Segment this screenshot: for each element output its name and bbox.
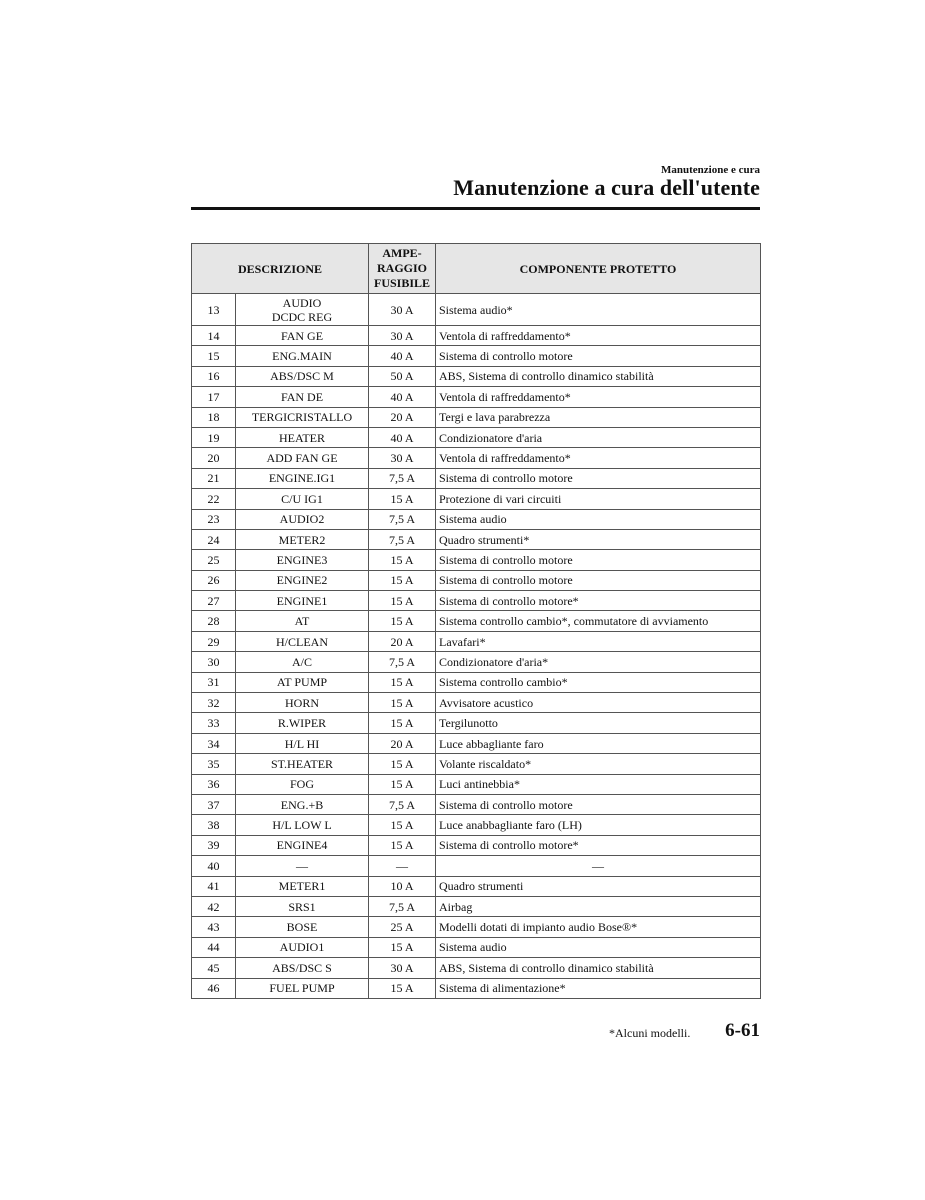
fuse-description [236, 366, 369, 386]
fuse-table-body [192, 294, 761, 999]
fuse-description-line: AT [294, 614, 310, 629]
fuse-amperage: 7,5 A [369, 468, 436, 488]
fuse-component: Protezione di vari circuiti [436, 489, 761, 509]
fuse-component: Sistema audio* [436, 294, 761, 326]
fuse-description-line: H/L LOW L [272, 818, 332, 833]
fuse-number: 16 [192, 366, 236, 386]
fuse-description [236, 611, 369, 631]
table-row [192, 774, 761, 794]
fuse-amperage: 30 A [369, 448, 436, 468]
fuse-number: 26 [192, 570, 236, 590]
fuse-number: 45 [192, 958, 236, 978]
fuse-description-line: SRS1 [288, 899, 316, 914]
fuse-component: ABS, Sistema di controllo dinamico stabilità [436, 366, 761, 386]
fuse-amperage: 40 A [369, 387, 436, 407]
fuse-number: 34 [192, 733, 236, 753]
table-row [192, 835, 761, 855]
fuse-amperage: 15 A [369, 550, 436, 570]
fuse-number: 42 [192, 896, 236, 916]
fuse-component: Luci antinebbia* [436, 774, 761, 794]
header-component: COMPONENTE PROTETTO [436, 244, 761, 294]
footnote: *Alcuni modelli. [609, 1026, 691, 1040]
fuse-number: 39 [192, 835, 236, 855]
fuse-number: 14 [192, 326, 236, 346]
table-row [192, 407, 761, 427]
header-amperage-line: RAGGIO [376, 261, 427, 275]
fuse-description [236, 733, 369, 753]
fuse-number: 41 [192, 876, 236, 896]
fuse-number: 31 [192, 672, 236, 692]
fuse-number: 19 [192, 427, 236, 447]
table-row [192, 652, 761, 672]
fuse-amperage: 7,5 A [369, 509, 436, 529]
fuse-amperage: 15 A [369, 693, 436, 713]
fuse-amperage: 30 A [369, 958, 436, 978]
fuse-description-line: R.WIPER [277, 716, 327, 731]
fuse-amperage: 15 A [369, 815, 436, 835]
fuse-amperage: 15 A [369, 835, 436, 855]
fuse-amperage: 30 A [369, 294, 436, 326]
table-row [192, 672, 761, 692]
fuse-description [236, 754, 369, 774]
fuse-description [236, 550, 369, 570]
fuse-component: Ventola di raffreddamento* [436, 448, 761, 468]
fuse-component: Luce abbagliante faro [436, 733, 761, 753]
fuse-description [236, 835, 369, 855]
fuse-description-line: DCDC REG [271, 309, 333, 324]
fuse-component: Sistema audio [436, 937, 761, 957]
fuse-component: Volante riscaldato* [436, 754, 761, 774]
table-row [192, 896, 761, 916]
fuse-number: 44 [192, 937, 236, 957]
fuse-description-line: BOSE [286, 920, 318, 935]
fuse-component: Sistema di controllo motore [436, 550, 761, 570]
fuse-description-line: HEATER [279, 430, 325, 445]
fuse-component: Airbag [436, 896, 761, 916]
fuse-description-line: C/U IG1 [281, 491, 323, 506]
fuse-description [236, 652, 369, 672]
fuse-description [236, 489, 369, 509]
fuse-description [236, 387, 369, 407]
title-divider [191, 207, 760, 210]
fuse-component: Lavafari* [436, 631, 761, 651]
fuse-component: Ventola di raffreddamento* [436, 326, 761, 346]
fuse-description [236, 631, 369, 651]
fuse-description-line: ENGINE3 [276, 552, 328, 567]
fuse-description-line: FAN GE [280, 328, 324, 343]
page-number: 6-61 [725, 1020, 760, 1041]
fuse-description [236, 896, 369, 916]
fuse-description-line: A/C [291, 654, 312, 669]
fuse-number: 36 [192, 774, 236, 794]
table-row [192, 733, 761, 753]
fuse-component: Sistema di controllo motore [436, 570, 761, 590]
fuse-amperage: 40 A [369, 427, 436, 447]
table-row [192, 529, 761, 549]
table-row [192, 550, 761, 570]
fuse-number: 20 [192, 448, 236, 468]
fuse-component: — [436, 856, 761, 876]
table-row [192, 958, 761, 978]
fuse-description [236, 856, 369, 876]
fuse-component: Sistema controllo cambio*, commutatore di avviamento [436, 611, 761, 631]
fuse-number: 29 [192, 631, 236, 651]
table-row [192, 917, 761, 937]
fuse-number: 22 [192, 489, 236, 509]
fuse-amperage: 15 A [369, 774, 436, 794]
fuse-description-line: TERGICRISTALLO [251, 410, 353, 425]
table-row [192, 693, 761, 713]
fuse-amperage: 25 A [369, 917, 436, 937]
table-row [192, 326, 761, 346]
fuse-component: Quadro strumenti* [436, 529, 761, 549]
table-row [192, 448, 761, 468]
fuse-component: Sistema di controllo motore* [436, 835, 761, 855]
fuse-component: Luce anabbagliante faro (LH) [436, 815, 761, 835]
table-header-row [192, 244, 761, 294]
fuse-description-line: ABS/DSC M [270, 369, 334, 384]
header-amperage [369, 244, 436, 294]
section-label: Manutenzione e cura [661, 164, 760, 176]
fuse-description-line: ABS/DSC S [272, 960, 332, 975]
fuse-description [236, 448, 369, 468]
fuse-description [236, 509, 369, 529]
fuse-number: 30 [192, 652, 236, 672]
table-row [192, 631, 761, 651]
table-row [192, 713, 761, 733]
table-row [192, 815, 761, 835]
fuse-description-line: AUDIO [282, 295, 322, 310]
fuse-description-line: H/CLEAN [276, 634, 328, 649]
fuse-amperage: 40 A [369, 346, 436, 366]
fuse-amperage: 30 A [369, 326, 436, 346]
fuse-description [236, 713, 369, 733]
fuse-number: 32 [192, 693, 236, 713]
fuse-component: ABS, Sistema di controllo dinamico stabilità [436, 958, 761, 978]
fuse-description-line: FAN DE [280, 389, 324, 404]
table-row [192, 489, 761, 509]
page-title: Manutenzione a cura dell'utente [453, 175, 760, 200]
fuse-description [236, 407, 369, 427]
fuse-component: Sistema di controllo motore [436, 794, 761, 814]
fuse-amperage: 20 A [369, 631, 436, 651]
fuse-description [236, 326, 369, 346]
table-row [192, 294, 761, 326]
table-row [192, 387, 761, 407]
fuse-description-line: FOG [289, 777, 314, 792]
fuse-description-line: — [296, 858, 308, 873]
table-row [192, 468, 761, 488]
fuse-description-line: ENGINE4 [276, 838, 328, 853]
table-row [192, 978, 761, 998]
fuse-component: Sistema di controllo motore* [436, 591, 761, 611]
table-row [192, 427, 761, 447]
fuse-description [236, 937, 369, 957]
fuse-description-line: ENGINE2 [276, 573, 328, 588]
fuse-amperage: 7,5 A [369, 652, 436, 672]
fuse-amperage: 7,5 A [369, 896, 436, 916]
fuse-description [236, 774, 369, 794]
fuse-description-line: FUEL PUMP [269, 981, 335, 996]
fuse-amperage: 15 A [369, 570, 436, 590]
fuse-description-line: HORN [284, 695, 319, 710]
fuse-component: Condizionatore d'aria [436, 427, 761, 447]
fuse-amperage: 50 A [369, 366, 436, 386]
fuse-component: Tergi e lava parabrezza [436, 407, 761, 427]
fuse-amperage: 7,5 A [369, 529, 436, 549]
header-amperage-line: FUSIBILE [373, 276, 431, 290]
fuse-description [236, 427, 369, 447]
fuse-description-line: AT PUMP [276, 675, 328, 690]
fuse-amperage: 15 A [369, 713, 436, 733]
fuse-number: 40 [192, 856, 236, 876]
header-description: DESCRIZIONE [192, 244, 369, 294]
fuse-component: Sistema audio [436, 509, 761, 529]
fuse-description-line: H/L HI [284, 736, 320, 751]
fuse-number: 35 [192, 754, 236, 774]
fuse-amperage: 15 A [369, 672, 436, 692]
fuse-amperage: 15 A [369, 489, 436, 509]
fuse-number: 21 [192, 468, 236, 488]
fuse-description [236, 346, 369, 366]
fuse-component: Modelli dotati di impianto audio Bose®* [436, 917, 761, 937]
fuse-number: 33 [192, 713, 236, 733]
table-row [192, 754, 761, 774]
header-amperage-line: AMPE- [382, 246, 422, 260]
fuse-description [236, 815, 369, 835]
table-row [192, 366, 761, 386]
fuse-amperage: 15 A [369, 591, 436, 611]
fuse-description [236, 958, 369, 978]
table-row [192, 346, 761, 366]
fuse-amperage: 7,5 A [369, 794, 436, 814]
fuse-amperage: 15 A [369, 611, 436, 631]
fuse-description [236, 591, 369, 611]
fuse-number: 38 [192, 815, 236, 835]
fuse-amperage: — [369, 856, 436, 876]
table-row [192, 794, 761, 814]
fuse-component: Ventola di raffreddamento* [436, 387, 761, 407]
table-row [192, 591, 761, 611]
table-row [192, 611, 761, 631]
table-row [192, 570, 761, 590]
fuse-number: 27 [192, 591, 236, 611]
fuse-component: Sistema di controllo motore [436, 346, 761, 366]
fuse-number: 23 [192, 509, 236, 529]
fuse-number: 13 [192, 294, 236, 326]
table-row [192, 856, 761, 876]
table-row [192, 937, 761, 957]
fuse-description [236, 468, 369, 488]
fuse-component: Sistema di controllo motore [436, 468, 761, 488]
fuse-description-line: ENGINE.IG1 [268, 471, 336, 486]
fuse-description [236, 917, 369, 937]
fuse-number: 28 [192, 611, 236, 631]
fuse-description-line: METER1 [278, 879, 326, 894]
fuse-description [236, 529, 369, 549]
fuse-component: Sistema di alimentazione* [436, 978, 761, 998]
fuse-number: 43 [192, 917, 236, 937]
fuse-description [236, 570, 369, 590]
fuse-amperage: 10 A [369, 876, 436, 896]
fuse-description-line: METER2 [278, 532, 326, 547]
fuse-number: 46 [192, 978, 236, 998]
fuse-description-line: ENG.+B [280, 797, 324, 812]
fuse-description-line: ADD FAN GE [266, 451, 338, 466]
fuse-amperage: 15 A [369, 754, 436, 774]
fuse-component: Quadro strumenti [436, 876, 761, 896]
fuse-description [236, 294, 369, 326]
fuse-number: 37 [192, 794, 236, 814]
fuse-component: Tergilunotto [436, 713, 761, 733]
fuse-description [236, 876, 369, 896]
fuse-description [236, 693, 369, 713]
fuse-description-line: AUDIO1 [279, 940, 325, 955]
fuse-component: Condizionatore d'aria* [436, 652, 761, 672]
fuse-description [236, 794, 369, 814]
fuse-component: Sistema controllo cambio* [436, 672, 761, 692]
fuse-description [236, 978, 369, 998]
fuse-description-line: ENG.MAIN [272, 349, 332, 364]
fuse-description-line: AUDIO2 [279, 512, 325, 527]
fuse-number: 15 [192, 346, 236, 366]
table-row [192, 509, 761, 529]
fuse-amperage: 15 A [369, 937, 436, 957]
fuse-description-line: ST.HEATER [270, 756, 334, 771]
fuse-number: 25 [192, 550, 236, 570]
fuse-number: 24 [192, 529, 236, 549]
fuse-description [236, 672, 369, 692]
fuse-number: 17 [192, 387, 236, 407]
fuse-number: 18 [192, 407, 236, 427]
fuse-component: Avvisatore acustico [436, 693, 761, 713]
table-row [192, 876, 761, 896]
fuse-amperage: 20 A [369, 733, 436, 753]
fuse-amperage: 20 A [369, 407, 436, 427]
fuse-description-line: ENGINE1 [276, 593, 328, 608]
fuse-table [191, 243, 761, 999]
fuse-amperage: 15 A [369, 978, 436, 998]
